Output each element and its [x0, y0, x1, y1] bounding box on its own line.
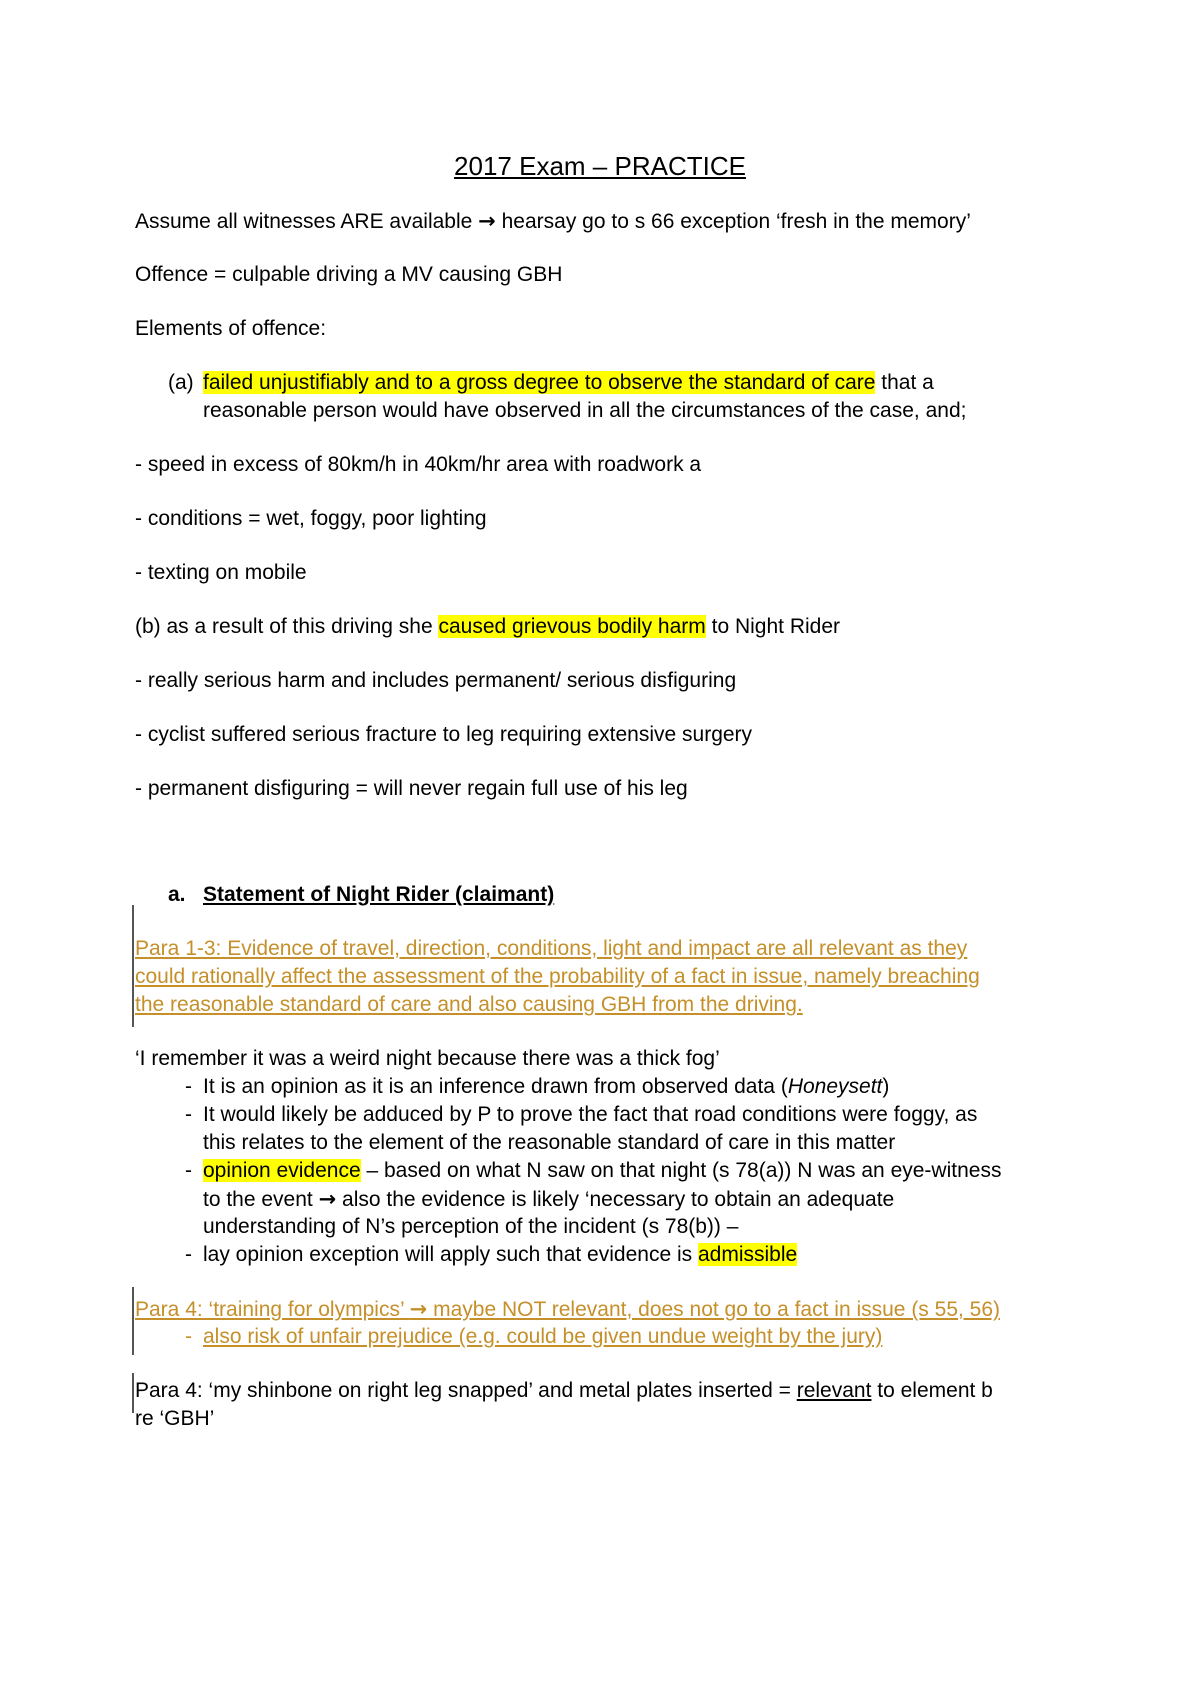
element-b-post: to Night Rider — [705, 615, 841, 638]
para4-olympics-line — [135, 1295, 1000, 1324]
element-b-pre: (b) as a result of this driving she — [135, 615, 439, 638]
element-b-ref: to element b — [871, 1379, 993, 1402]
opinion-evidence-highlight: opinion evidence — [203, 1159, 361, 1182]
para4-shinbone-line2: re ‘GBH’ — [135, 1407, 215, 1430]
opinion-evidence-rest: – based on what N saw on that night (s 78(a)) N was an eye-witness — [360, 1159, 1002, 1182]
comment-margin-bar — [132, 905, 134, 1027]
bullet-lay-opinion — [203, 1241, 797, 1269]
para4-shinbone-line1 — [135, 1377, 993, 1405]
para4-prejudice-bullet: also risk of unfair prejudice (e.g. could be given undue weight by the jury) — [203, 1325, 883, 1348]
lay-opinion-text: lay opinion exception will apply such that evidence is — [203, 1243, 698, 1266]
point-serious-harm: - really serious harm and includes permanent/ serious disfiguring — [135, 669, 737, 692]
para4-not-relevant-text: maybe NOT relevant, does not go to a fact in issue (s 55, 56) — [427, 1298, 1001, 1321]
bullet-dash: - — [185, 1325, 192, 1348]
bullet-opinion-evidence-line2 — [203, 1185, 894, 1214]
bullet-opinion-evidence-line3: understanding of N’s perception of the incident (s 78(b)) – — [203, 1215, 739, 1238]
bullet-opinion-close: ) — [882, 1075, 890, 1098]
right-arrow-icon: → — [318, 1187, 337, 1211]
element-b-line — [135, 613, 840, 641]
point-speed: - speed in excess of 80km/h in 40km/hr area with roadwork a — [135, 453, 702, 476]
bullet-opinion — [203, 1073, 889, 1101]
case-name: Honeysett — [787, 1075, 883, 1098]
offence-line: Offence = culpable driving a MV causing GBH — [135, 263, 563, 286]
point-fracture: - cyclist suffered serious fracture to leg requiring extensive surgery — [135, 723, 753, 746]
event-text: to the event — [203, 1188, 319, 1211]
point-disfiguring: - permanent disfiguring = will never regain full use of his leg — [135, 777, 688, 800]
bullet-opinion-text: It is an opinion as it is an inference drawn from observed data ( — [203, 1075, 788, 1098]
comment-margin-bar — [132, 1287, 134, 1355]
para13-line2: could rationally affect the assessment of the probability of a fact in issue, namely breaching — [135, 965, 980, 988]
section-a-marker: a. — [168, 883, 186, 906]
element-a-highlight: failed unjustifiably and to a gross degree to observe the standard of care — [203, 371, 876, 394]
para13-line1: Para 1-3: Evidence of travel, direction, conditions, light and impact are all relevant as they — [135, 937, 968, 960]
bullet-adduced-line1: It would likely be adduced by P to prove the fact that road conditions were foggy, as — [203, 1103, 978, 1126]
element-a-line1 — [203, 369, 934, 397]
element-a-line2: reasonable person would have observed in all the circumstances of the case, and; — [203, 399, 967, 422]
bullet-dash: - — [185, 1243, 192, 1266]
bullet-adduced-line2: this relates to the element of the reasonable standard of care in this matter — [203, 1131, 896, 1154]
para13-line3: the reasonable standard of care and also causing GBH from the driving. — [135, 993, 803, 1016]
admissible-highlight: admissible — [697, 1243, 798, 1266]
elements-heading: Elements of offence: — [135, 317, 327, 340]
necessary-text: also the evidence is likely ‘necessary to obtain an adequate — [336, 1188, 895, 1211]
bullet-dash: - — [185, 1103, 192, 1126]
comment-margin-bar — [132, 1373, 134, 1413]
element-a-marker: (a) — [168, 371, 194, 394]
assumption-hearsay-text: hearsay go to s 66 exception ‘fresh in the memory’ — [495, 210, 971, 233]
bullet-dash: - — [185, 1159, 192, 1182]
assumption-text: Assume all witnesses ARE available — [135, 210, 473, 233]
element-b-highlight: caused grievous bodily harm — [438, 615, 706, 638]
assumption-line — [135, 207, 971, 236]
para4-shinbone-text: Para 4: ‘my shinbone on right leg snapped’ and metal plates inserted = — [135, 1379, 797, 1402]
right-arrow-icon: → — [409, 1297, 428, 1321]
bullet-opinion-evidence-line1 — [203, 1157, 1001, 1185]
element-a-rest: that a — [875, 371, 934, 394]
right-arrow-icon: → — [478, 209, 496, 233]
relevant-underlined: relevant — [796, 1379, 872, 1402]
para4-olympics-text: Para 4: ‘training for olympics’ — [135, 1298, 410, 1321]
bullet-dash: - — [185, 1075, 192, 1098]
point-texting: - texting on mobile — [135, 561, 307, 584]
point-conditions: - conditions = wet, foggy, poor lighting — [135, 507, 487, 530]
quote-line: ‘I remember it was a weird night because there was a thick fog’ — [135, 1047, 720, 1070]
section-a-heading: Statement of Night Rider (claimant) — [203, 883, 555, 906]
page-title: 2017 Exam – PRACTICE — [454, 151, 746, 181]
